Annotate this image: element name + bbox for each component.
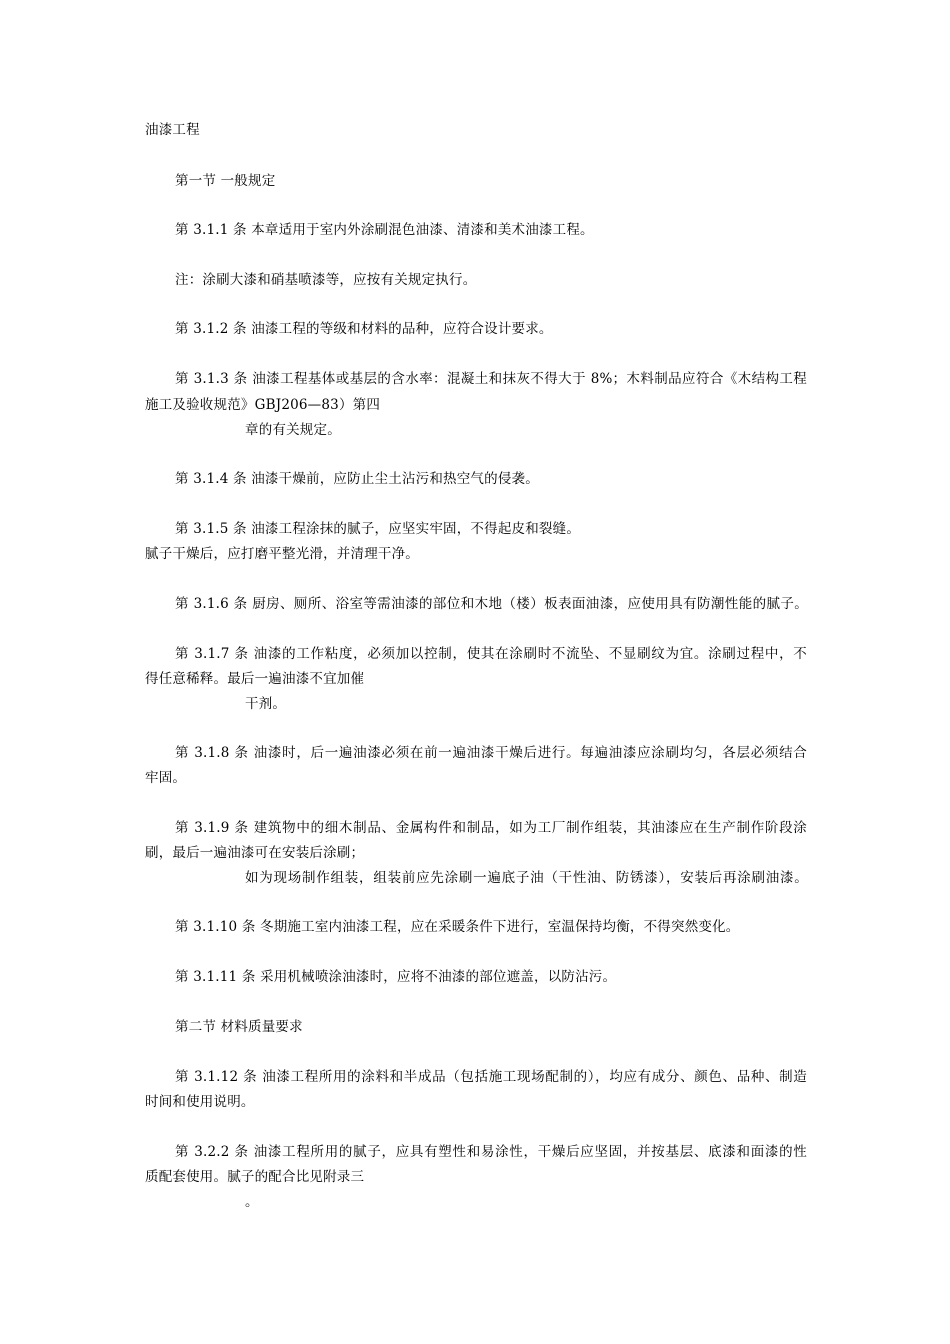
article-3-1-12-line-1: 第 3.1.12 条 油漆工程所用的涂料和半成品（包括施工现场配制的），均应有成分、颜色、品种、制造 <box>175 1069 807 1085</box>
article-3-1-12-line-2: 时间和使用说明。 <box>145 1094 255 1110</box>
article-3-1-3-line-3: 章的有关规定。 <box>245 422 341 438</box>
document-title: 油漆工程 <box>145 122 200 138</box>
article-3-1-10: 第 3.1.10 条 冬期施工室内油漆工程，应在采暖条件下进行，室温保持均衡，不得突然变化。 <box>175 919 740 935</box>
article-3-1-6: 第 3.1.6 条 厨房、厕所、浴室等需油漆的部位和木地（楼）板表面油漆，应使用具有防潮性能的腻子。 <box>175 596 808 612</box>
article-3-1-5-line-2: 腻子干燥后，应打磨平整光滑，并清理干净。 <box>145 546 419 562</box>
article-3-1-8-line-1: 第 3.1.8 条 油漆时，后一遍油漆必须在前一遍油漆干燥后进行。每遍油漆应涂刷均匀，各层必须结合 <box>175 745 807 761</box>
article-3-1-5-line-1: 第 3.1.5 条 油漆工程涂抹的腻子，应坚实牢固，不得起皮和裂缝。 <box>175 521 581 537</box>
section-heading-materials: 第二节 材料质量要求 <box>175 1019 303 1035</box>
article-3-1-2: 第 3.1.2 条 油漆工程的等级和材料的品种，应符合设计要求。 <box>175 321 553 337</box>
article-3-1-8-line-2: 牢固。 <box>145 770 187 786</box>
section-heading-general: 第一节 一般规定 <box>175 173 276 189</box>
note-line: 注：涂刷大漆和硝基喷漆等，应按有关规定执行。 <box>175 272 477 288</box>
article-3-1-4: 第 3.1.4 条 油漆干燥前，应防止尘土沾污和热空气的侵袭。 <box>175 471 539 487</box>
article-3-1-9-line-3: 如为现场制作组装，组装前应先涂刷一遍底子油（干性油、防锈漆），安装后再涂刷油漆。 <box>245 870 808 886</box>
article-3-1-11: 第 3.1.11 条 采用机械喷涂油漆时，应将不油漆的部位遮盖，以防沾污。 <box>175 969 617 985</box>
article-3-1-9-line-2: 刷，最后一遍油漆可在安装后涂刷； <box>145 845 365 861</box>
article-3-2-2-line-1: 第 3.2.2 条 油漆工程所用的腻子，应具有塑性和易涂性，干燥后应坚固，并按基层、底漆和面漆的性 <box>175 1144 807 1160</box>
article-3-1-9-line-1: 第 3.1.9 条 建筑物中的细木制品、金属构件和制品，如为工厂制作组装，其油漆应在生产制作阶段涂 <box>175 820 807 836</box>
article-3-1-1: 第 3.1.1 条 本章适用于室内外涂刷混色油漆、清漆和美术油漆工程。 <box>175 222 594 238</box>
article-3-1-3-line-1: 第 3.1.3 条 油漆工程基体或基层的含水率：混凝土和抹灰不得大于 8%；木料制品应符合《木结构工程 <box>175 371 807 387</box>
article-3-1-7-line-1: 第 3.1.7 条 油漆的工作粘度，必须加以控制，使其在涂刷时不流坠、不显刷纹为宜。涂刷过程中，不 <box>175 646 807 662</box>
article-3-2-2-line-2: 质配套使用。腻子的配合比见附录三 <box>145 1169 365 1185</box>
article-3-1-7-line-2: 得任意稀释。最后一遍油漆不宜加催 <box>145 671 365 687</box>
article-3-1-7-line-3: 干剂。 <box>245 696 287 712</box>
article-3-1-3-line-2: 施工及验收规范》GBJ206—83）第四 <box>145 397 381 413</box>
article-3-2-2-line-3: 。 <box>245 1194 259 1210</box>
